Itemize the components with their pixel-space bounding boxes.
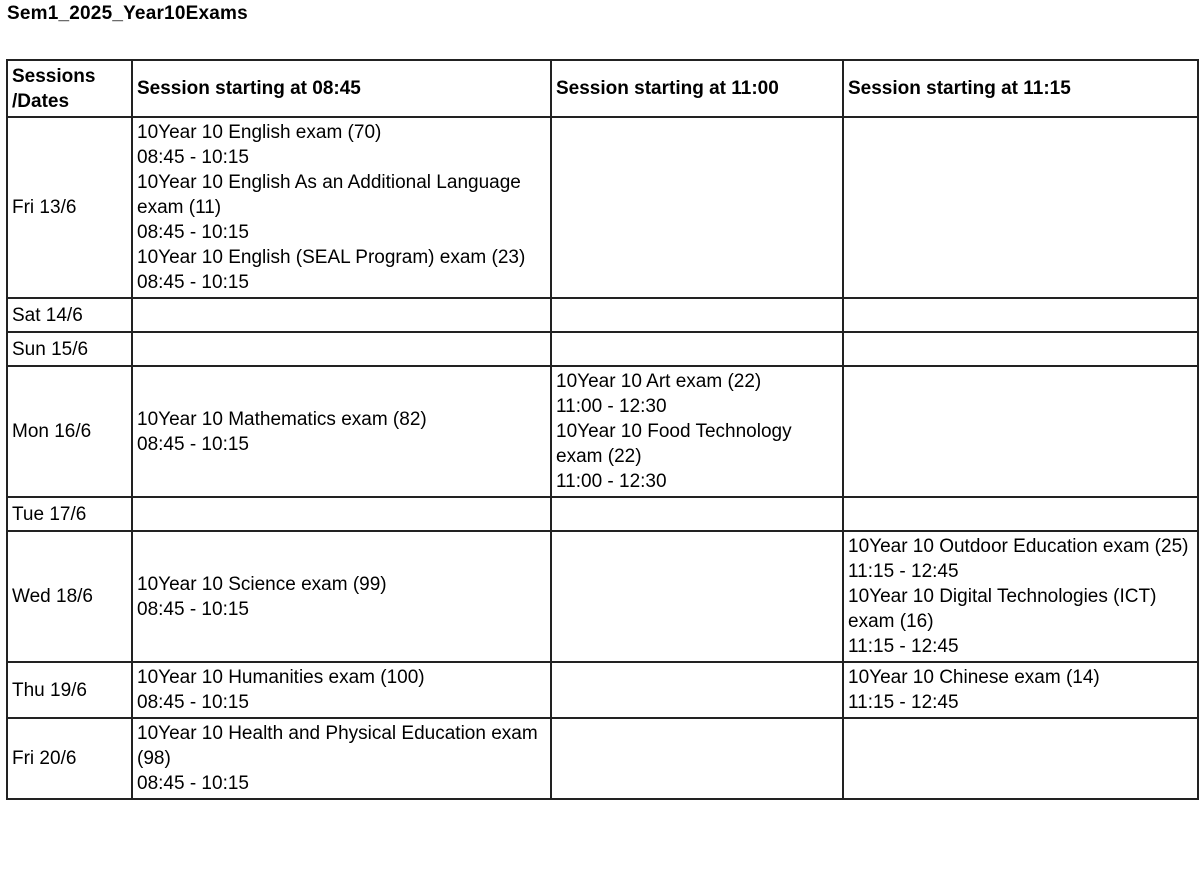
date-cell: Wed 18/6 xyxy=(7,531,132,662)
date-cell: Sat 14/6 xyxy=(7,298,132,332)
session-0845-cell xyxy=(132,366,551,497)
document-title: Sem1_2025_Year10Exams xyxy=(7,3,248,24)
exam-time: 11:15 - 12:45 xyxy=(848,692,959,713)
exam-time: 08:45 - 10:15 xyxy=(137,773,249,794)
table-row xyxy=(7,531,1198,662)
session-1115-cell xyxy=(843,497,1198,531)
exam-time: 08:45 - 10:15 xyxy=(137,433,249,455)
session-1100-cell xyxy=(551,497,843,531)
table-row xyxy=(7,662,1198,718)
exam-name: 10Year 10 Outdoor Education exam (25) xyxy=(848,536,1189,557)
session-1115-cell xyxy=(843,662,1198,718)
session-1115-cell xyxy=(843,531,1198,662)
session-1115-cell xyxy=(843,718,1198,799)
exam-time: 11:00 - 12:30 xyxy=(556,471,667,492)
exam-time: 11:15 - 12:45 xyxy=(848,561,959,582)
table-row xyxy=(7,497,1198,531)
session-0845-cell xyxy=(132,718,551,799)
session-1100-cell xyxy=(551,117,843,298)
date-cell: Mon 16/6 xyxy=(7,366,132,497)
exam-time: 08:45 - 10:15 xyxy=(137,692,249,713)
table-row xyxy=(7,366,1198,497)
session-1115-cell xyxy=(843,298,1198,332)
exam-time: 08:45 - 10:15 xyxy=(137,147,249,168)
session-1100-cell xyxy=(551,332,843,366)
session-0845-cell xyxy=(132,497,551,531)
session-0845-cell xyxy=(132,662,551,718)
exam-name: 10Year 10 Chinese exam (14) xyxy=(848,667,1100,688)
exam-name: 10Year 10 Mathematics exam (82) xyxy=(137,408,427,430)
table-row xyxy=(7,718,1198,799)
date-cell: Thu 19/6 xyxy=(7,662,132,718)
exam-time: 08:45 - 10:15 xyxy=(137,598,249,620)
header-row xyxy=(7,60,1198,117)
session-1115-cell xyxy=(843,117,1198,298)
session-1115-cell xyxy=(843,366,1198,497)
exam-name: 10Year 10 English As an Additional Language exam (11) xyxy=(137,172,521,218)
exam-name: 10Year 10 English (SEAL Program) exam (23) xyxy=(137,247,526,268)
session-1100-cell xyxy=(551,531,843,662)
session-0845-cell xyxy=(132,531,551,662)
header-session-1115: Session starting at 11:15 xyxy=(843,60,1198,117)
date-cell: Fri 20/6 xyxy=(7,718,132,799)
session-0845-cell xyxy=(132,117,551,298)
exam-time: 08:45 - 10:15 xyxy=(137,222,249,243)
date-cell: Tue 17/6 xyxy=(7,497,132,531)
exam-name: 10Year 10 Food Technology exam (22) xyxy=(556,421,792,467)
table-row xyxy=(7,117,1198,298)
session-1100-cell xyxy=(551,718,843,799)
date-cell: Fri 13/6 xyxy=(7,117,132,298)
exam-time: 11:15 - 12:45 xyxy=(848,636,959,657)
table-row xyxy=(7,298,1198,332)
header-sessions-dates: Sessions /Dates xyxy=(7,60,132,117)
session-1100-cell xyxy=(551,298,843,332)
exam-name: 10Year 10 Digital Technologies (ICT) exam (16) xyxy=(848,586,1157,632)
exam-name: 10Year 10 Humanities exam (100) xyxy=(137,667,425,688)
session-1100-cell xyxy=(551,662,843,718)
session-1100-cell xyxy=(551,366,843,497)
exam-name: 10Year 10 Health and Physical Education exam (98) xyxy=(137,723,538,769)
exam-time: 11:00 - 12:30 xyxy=(556,396,667,417)
exam-name: 10Year 10 Science exam (99) xyxy=(137,573,387,595)
header-session-0845: Session starting at 08:45 xyxy=(132,60,551,117)
table-row xyxy=(7,332,1198,366)
date-cell: Sun 15/6 xyxy=(7,332,132,366)
header-session-1100: Session starting at 11:00 xyxy=(551,60,843,117)
exam-time: 08:45 - 10:15 xyxy=(137,272,249,293)
session-0845-cell xyxy=(132,332,551,366)
session-0845-cell xyxy=(132,298,551,332)
exam-name: 10Year 10 Art exam (22) xyxy=(556,371,762,392)
timetable-body xyxy=(7,117,1198,799)
session-1115-cell xyxy=(843,332,1198,366)
exam-timetable xyxy=(6,59,1199,800)
exam-name: 10Year 10 English exam (70) xyxy=(137,122,382,143)
